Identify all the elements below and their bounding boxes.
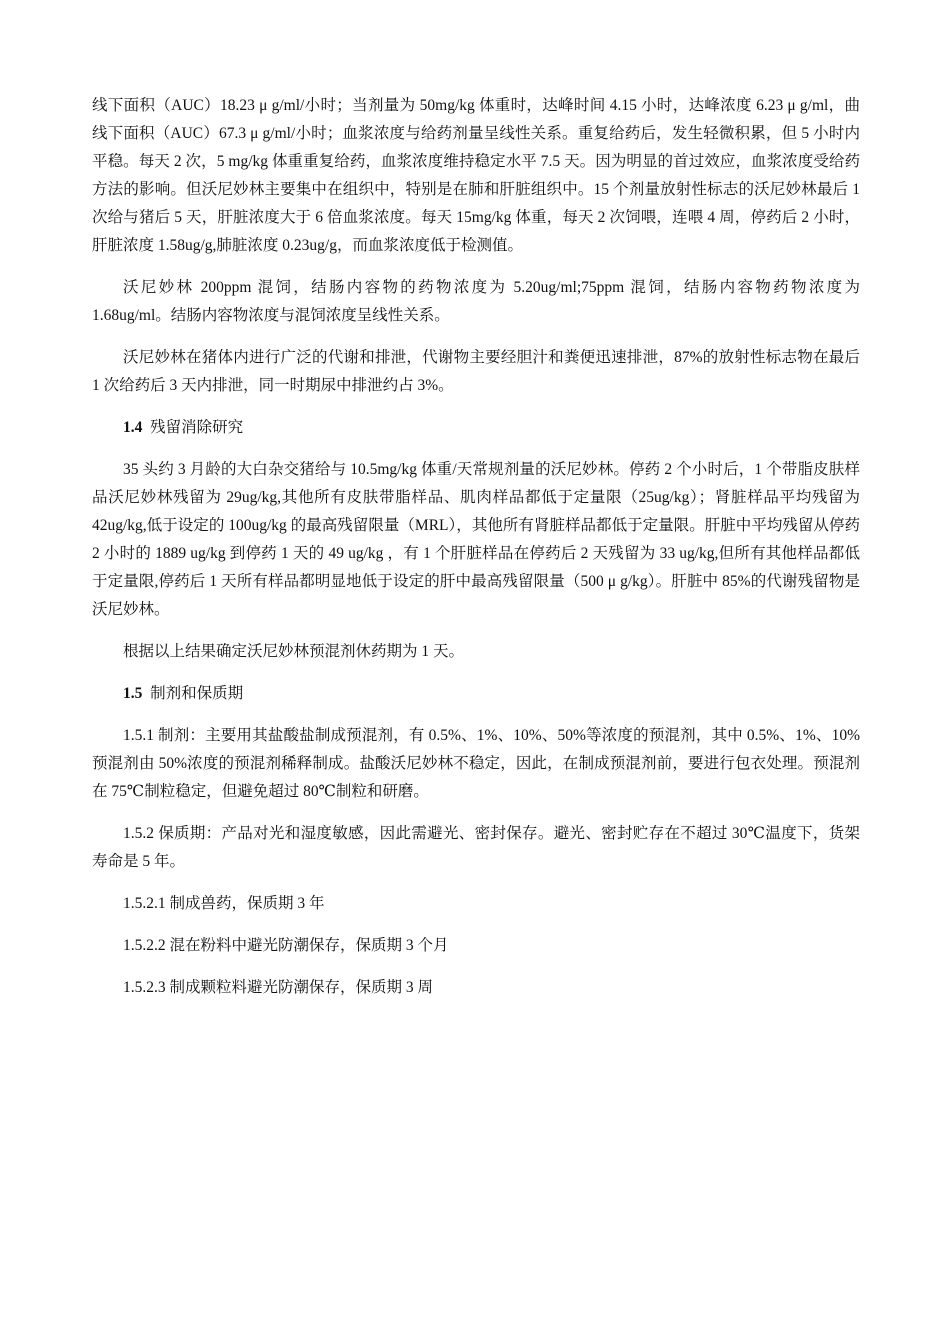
section-number: 1.5 xyxy=(123,685,143,702)
formulation-paragraph: 1.5.1 制剂：主要用其盐酸盐制成预混剂，有 0.5%、1%、10%、50%等浓度的预混剂，其中 0.5%、1%、10%预混剂由 50%浓度的预混剂稀释制成。盐酸沃尼妙林不稳定，因此，在制成预混剂前，要进行包衣处理。预混剂在 75℃制粒稳定，但避免超过 80℃制粒和研磨。 xyxy=(92,727,860,800)
metabolism-paragraph: 沃尼妙林在猪体内进行广泛的代谢和排泄，代谢物主要经胆汁和粪便迅速排泄，87%的放射性标志物在最后 1 次给药后 3 天内排泄，同一时期尿中排泄约占 3%。 xyxy=(92,349,860,394)
shelf-life-item: 1.5.2.2 混在粉料中避光防潮保存，保质期 3 个月 xyxy=(123,937,449,954)
section-title: 残留消除研究 xyxy=(150,419,244,436)
withdrawal-period-paragraph: 根据以上结果确定沃尼妙林预混剂休药期为 1 天。 xyxy=(123,643,465,660)
colon-concentration-paragraph: 沃尼妙林 200ppm 混饲，结肠内容物的药物浓度为 5.20ug/ml;75ppm 混饲，结肠内容物药物浓度为 1.68ug/ml。结肠内容物浓度与混饲浓度呈线性关系。 xyxy=(92,279,860,324)
section-heading-1-4 xyxy=(92,414,860,442)
document-page xyxy=(92,92,860,1002)
section-heading-1-5 xyxy=(92,680,860,708)
shelf-life-item: 1.5.2.3 制成颗粒料避光防潮保存，保质期 3 周 xyxy=(123,979,434,996)
continued-paragraph: 线下面积（AUC）18.23 μ g/ml/小时；当剂量为 50mg/kg 体重时，达峰时间 4.15 小时，达峰浓度 6.23 μ g/ml，曲线下面积（AUC）67.3 μ g/ml/小时；血浆浓度与给药剂量呈线性关系。重复给药后，发生轻微积累，但 5 小时内平稳。每天 2 次，5 mg/kg 体重重复给药，血浆浓度维持稳定水平 7.5 天。因为明显的首过效应，血浆浓度受给药方法的影响。但沃尼妙林主要集中在组织中，特别是在肺和肝脏组织中。15 个剂量放射性标志的沃尼妙林最后 1 次给与猪后 5 天，肝脏浓度大于 6 倍血浆浓度。每天 15mg/kg 体重，每天 2 次饲喂，连喂 4 周，停药后 2 小时，肝脏浓度 1.58ug/g,肺脏浓度 0.23ug/g，而血浆浓度低于检测值。 xyxy=(92,97,860,254)
shelf-life-paragraph: 1.5.2 保质期：产品对光和湿度敏感，因此需避光、密封保存。避光、密封贮存在不超过 30℃温度下，货架寿命是 5 年。 xyxy=(92,825,860,870)
residue-study-paragraph: 35 头约 3 月龄的大白杂交猪给与 10.5mg/kg 体重/天常规剂量的沃尼妙林。停药 2 个小时后，1 个带脂皮肤样品沃尼妙林残留为 29ug/kg,其他所有皮肤带脂样品、肌肉样品都低于定量限（25ug/kg）；肾脏样品平均残留为 42ug/kg,低于设定的 100ug/kg 的最高残留限量（MRL），其他所有肾脏样品都低于定量限。肝脏中平均残留从停药 2 小时的 1889 ug/kg 到停药 1 天的 49 ug/kg ，有 1 个肝脏样品在停药后 2 天残留为 33 ug/kg,但所有其他样品都低于定量限,停药后 1 天所有样品都明显地低于设定的肝中最高残留限量（500 μ g/kg）。肝脏中 85%的代谢残留物是沃尼妙林。 xyxy=(92,461,860,618)
section-number: 1.4 xyxy=(123,419,143,436)
section-title: 制剂和保质期 xyxy=(150,685,244,702)
shelf-life-item: 1.5.2.1 制成兽药，保质期 3 年 xyxy=(123,895,325,912)
